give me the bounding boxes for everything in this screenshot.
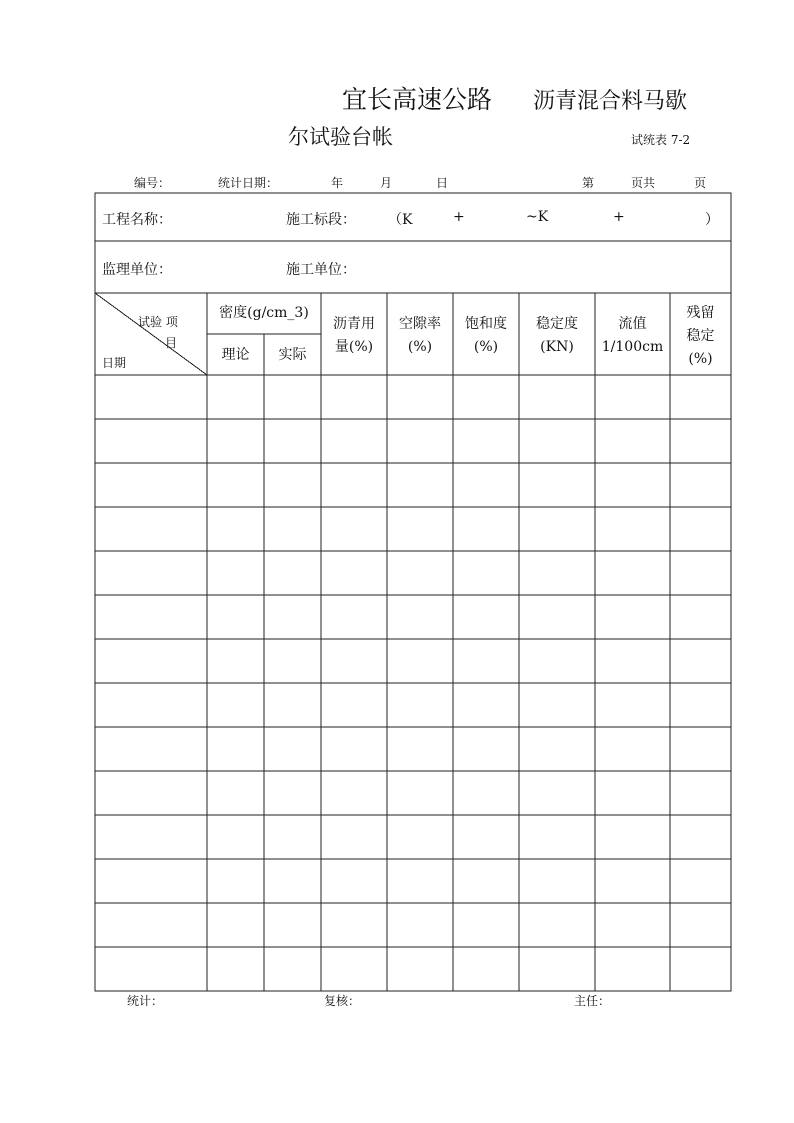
supervisor-label: 监理单位： [102, 262, 172, 278]
diag-date: 日期 [102, 356, 127, 370]
page-no-label: 第 [582, 176, 595, 190]
flow-line1: 流值 [618, 316, 647, 332]
year-label: 年 [331, 176, 344, 190]
day-label: 日 [436, 176, 449, 190]
voids-header [387, 313, 453, 359]
saturation-line1: 饱和度 [465, 316, 507, 332]
density-header: 密度(g/cm_3) [219, 305, 309, 321]
contractor-label: 施工单位： [286, 262, 356, 278]
flow-line2: 1/100cm [601, 339, 664, 355]
title-line2: 尔试验台帐 [288, 125, 393, 149]
diag-test-item: 试验 项 [138, 315, 178, 329]
chainage-plus-1: + [453, 209, 465, 225]
flow-header [595, 313, 670, 359]
voids-line1: 空隙率 [399, 316, 441, 332]
density-theory-header: 理论 [221, 347, 250, 363]
saturation-header [453, 313, 519, 359]
footer-stat: 统计： [127, 994, 164, 1008]
asphalt-content-header [321, 313, 387, 359]
residual-line2: 稳定 [686, 328, 715, 344]
section-label: 施工标段： [286, 212, 356, 228]
stat-date-label: 统计日期： [218, 176, 279, 190]
form-number: 试统表 7-2 [631, 133, 691, 147]
chainage-close: ） [705, 212, 719, 228]
residual-line3: (%) [688, 351, 713, 367]
page-total-label: 页共 [631, 176, 656, 190]
chainage-end: ~K [526, 209, 549, 225]
diag-item-tail: 目 [165, 336, 178, 350]
stability-line2: (KN) [540, 339, 574, 355]
asphalt-line2: 量(%) [334, 339, 374, 355]
chainage-plus-2: + [613, 209, 625, 225]
footer-chief: 主任： [574, 994, 611, 1008]
asphalt-line1: 沥青用 [333, 316, 375, 332]
stability-header [519, 313, 595, 359]
month-label: 月 [380, 176, 393, 190]
chainage-start: （K [388, 212, 413, 228]
voids-line2: (%) [407, 339, 433, 355]
serial-label: 编号： [134, 176, 171, 190]
title-sub: 沥青混合料马歇 [533, 89, 688, 114]
stability-line1: 稳定度 [536, 316, 578, 332]
residual-stability-header [670, 302, 731, 371]
page-unit-label: 页 [694, 176, 707, 190]
saturation-line2: (%) [473, 339, 499, 355]
title-main: 宜长高速公路 [342, 85, 493, 114]
residual-line1: 残留 [686, 305, 715, 321]
footer-review: 复核： [324, 994, 361, 1008]
project-name-label: 工程名称： [102, 212, 172, 228]
density-actual-header: 实际 [278, 347, 307, 363]
